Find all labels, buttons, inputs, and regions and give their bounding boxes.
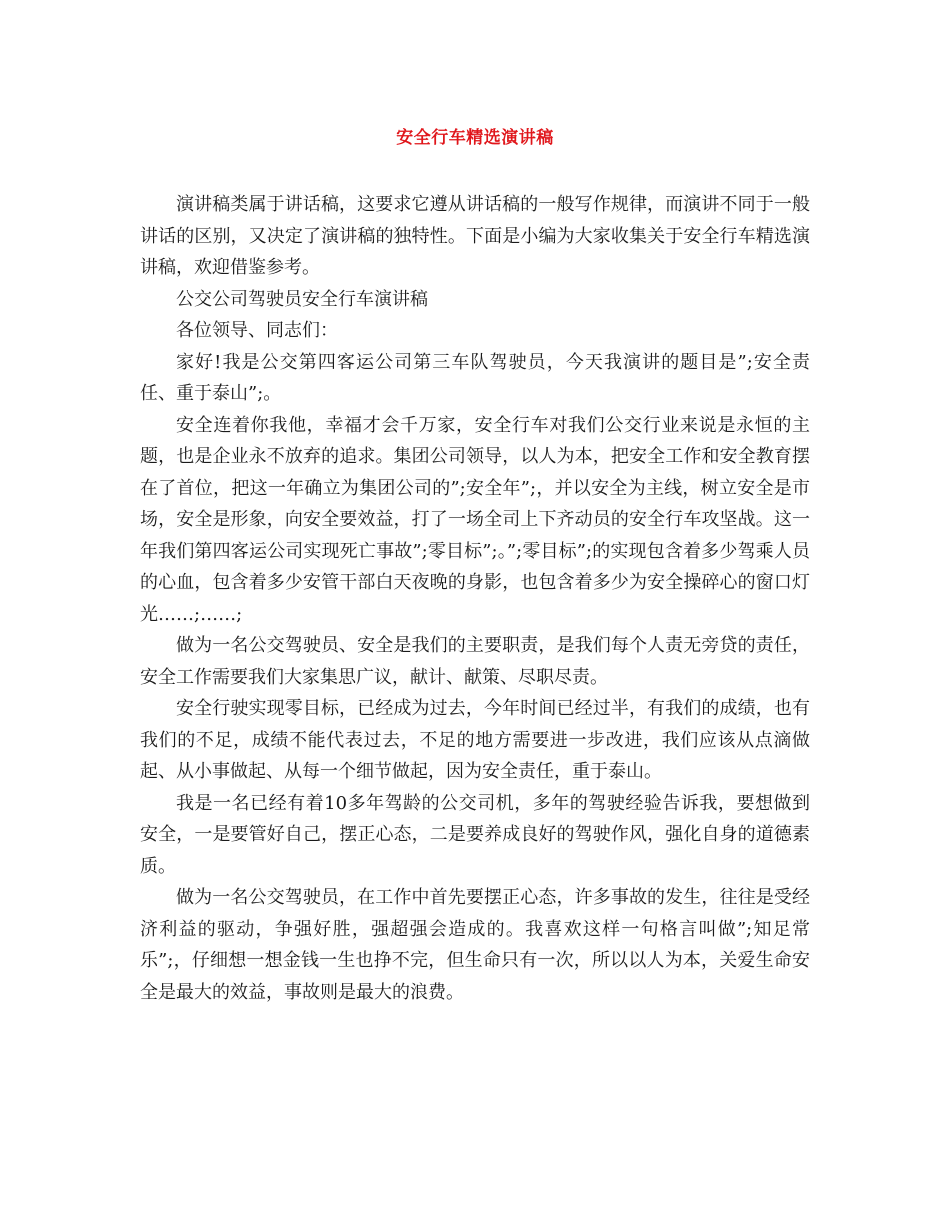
document-title: 安全行车精选演讲稿 bbox=[396, 128, 554, 148]
paragraph-intro: 演讲稿类属于讲话稿，这要求它遵从讲话稿的一般写作规律，而演讲不同于一般讲话的区别，又决定了演讲稿的独特性。下面是小编为大家收集关于安全行车精选演讲稿，欢迎借鉴参考。 bbox=[140, 194, 810, 278]
paragraph-subtitle: 公交公司驾驶员安全行车演讲稿 bbox=[176, 288, 428, 310]
paragraph-body: 做为一名公交驾驶员、安全是我们的主要职责，是我们每个人责无旁贷的责任，安全工作需要我们大家集思广议，献计、献策、尽职尽责。 bbox=[140, 635, 810, 688]
paragraph-body: 安全行驶实现零目标，已经成为过去，今年时间已经过半，有我们的成绩，也有我们的不足，成绩不能代表过去，不足的地方需要进一步改进，我们应该从点滴做起、从小事做起、从每一个细节做起，因为安全责任，重于泰山。 bbox=[140, 698, 810, 782]
paragraph-body: 做为一名公交驾驶员，在工作中首先要摆正心态，许多事故的发生，往往是受经济利益的驱动，争强好胜，强超强会造成的。我喜欢这样一句格言叫做”;知足常乐”;，仔细想一想金钱一生也挣不完，但生命只有一次，所以以人为本，关爱生命安全是最大的效益，事故则是最大的浪费。 bbox=[140, 887, 810, 1003]
paragraph-greeting: 家好!我是公交第四客运公司第三车队驾驶员，今天我演讲的题目是”;安全责任、重于泰山”;。 bbox=[140, 351, 810, 404]
paragraph-body: 安全连着你我他，幸福才会千万家，安全行车对我们公交行业来说是永恒的主题，也是企业永不放弃的追求。集团公司领导，以人为本，把安全工作和安全教育摆在了首位，把这一年确立为集团公司的”;安全年”;，并以安全为主线，树立安全是市场，安全是形象，向安全要效益，打了一场全司上下齐动员的安全行车攻坚战。这一年我们第四客运公司实现死亡事故”;零目标”;。”;零目标”;的实现包含着多少驾乘人员的心血，包含着多少安管干部白天夜晚的身影，也包含着多少为安全操碎心的窗口灯光……;……; bbox=[140, 414, 810, 625]
paragraph-salutation: 各位领导、同志们： bbox=[176, 320, 338, 341]
document-body bbox=[140, 189, 810, 1008]
paragraph-body: 我是一名已经有着10多年驾龄的公交司机，多年的驾驶经验告诉我，要想做到安全，一是要管好自己，摆正心态，二是要养成良好的驾驶作风，强化自身的道德素质。 bbox=[140, 792, 810, 877]
